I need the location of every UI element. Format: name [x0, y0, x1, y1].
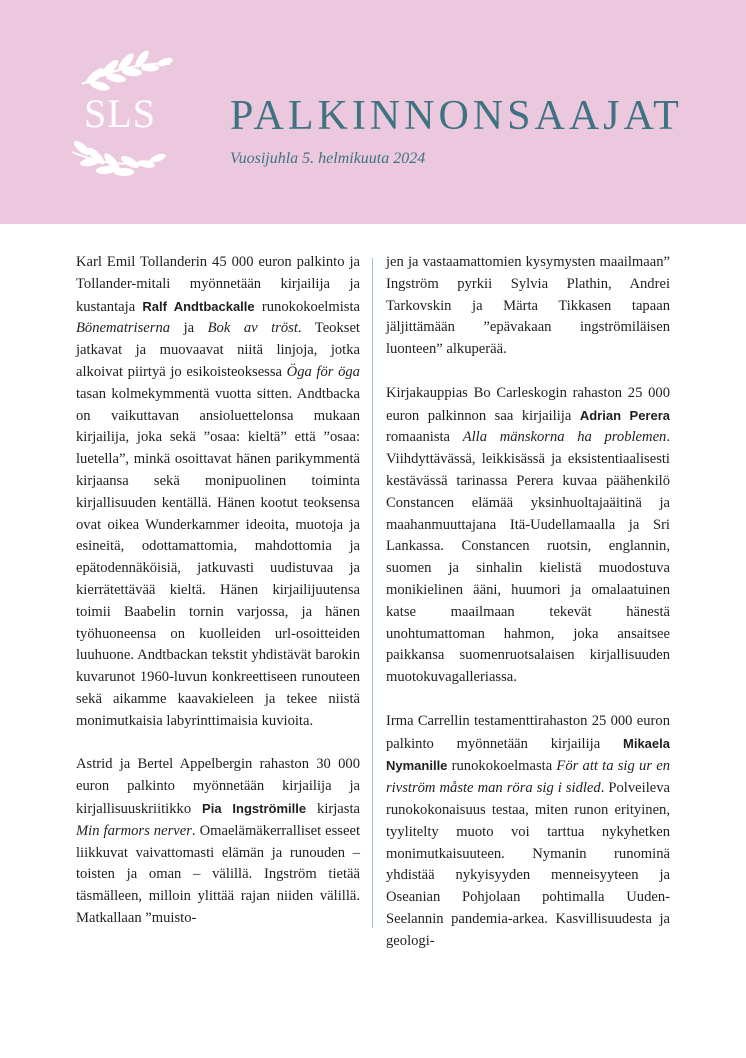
page-title: PALKINNONSAAJAT — [230, 93, 683, 139]
left-column — [76, 252, 360, 952]
paragraph-continuation: jen ja vastaamattomien kysymysten maailmaan” Ingström pyrkii Sylvia Plathin, Andrei Tarkovskin ja Märta Tikkasen tapaan jäljittämään ”epävakaan ingströmiläisen luonteen” alkuperää. — [386, 254, 670, 358]
book-title: För att ta sig ur en rivström måste man röra sig i sidled — [386, 758, 671, 797]
recipient-name: Adrian Perera — [579, 407, 670, 423]
recipient-name: Mikaela Nymanille — [386, 735, 670, 774]
recipient-name: Ralf Andtbackalle — [142, 298, 255, 314]
book-title: Bönematriserna — [76, 320, 171, 337]
book-title: Min farmors nerver — [76, 822, 192, 839]
logo-text: SLS — [84, 91, 156, 136]
recipient-name: Pia Ingströmille — [202, 800, 307, 816]
paragraph-carrell: Irma Carrellin testamenttirahaston 25 000 euron palkinto myönnetään kirjailija Mikaela Nymanille runokokoelmasta För att ta sig ur en rivström måste man röra sig i sidled. Polveileva runokokonaisuus testaa, miten runon erityinen, tyylitelty muoto voi tarttua nykyhetken monimutkaisuuteen. Nymanin runominä yhdistää nykyisyyden menneisyyteen ja Oseanian Pohjolaan pohtimalla Uuden-Seelannin pandemia-arkea. Kasvillisuudesta ja geologi- — [386, 712, 671, 949]
paragraph-tollander: Karl Emil Tollanderin 45 000 euron palkinto ja Tollander-mitali myönnetään kirjailija ja kustantaja Ralf Andtbackalle runokokoelmista Bönematriserna ja Bok av tröst. Teokset jatkavat ja muovaavat niitä linjoja, jotka alkoivat piirtyä jo esikoisteoksessa Öga för öga tasan kolmekymmentä vuotta sitten. Andtbacka on vaikuttavan ansioluettelonsa mukaan kirjailija, joka sekä ”osaa: kieltä” että ”osaa: luetella”, minkä osoittavat hänen parikymmentä kirjaansa sekä monipuolinen toiminta kirjallisuuden kentällä. Hänen kootut teoksensa ovat oikea Wunderkammer ideoita, muotoja ja esineitä, odottamattomia, mahdottomia ja epätodennäköisiä, jatkuvasti uudistuvaa ja kierrätettävää kieltä. Hänen kirjailijuutensa toimii Baabelin tornin varjossa, ja hänen työhuoneensa on kuolleiden url-osoitteiden luuhuone. Andtbackan tekstit yhdistävät barokin kuvarunot 1960-luvun konkreettiseen runouteen sekä aikamme kaavakieleen ja tekee niistä monimutkaisia labyrinttimaisia kuvioita. — [76, 254, 360, 729]
book-title: Öga för öga — [286, 363, 360, 380]
column-divider — [372, 258, 373, 928]
paragraph-appelberg: Astrid ja Bertel Appelbergin rahaston 30 000 euron palkinto myönnetään kirjailija ja kirjallisuuskriitikko Pia Ingströmille kirjasta Min farmors nerver. Omaelämäkerralliset esseet liikkuvat vaivattomasti elämän ja runouden – toisten ja oman – välillä. Ingström tietää täsmälleen, milloin ylittää rajan niiden välillä. Matkallaan ”muisto- — [76, 756, 360, 926]
page-subtitle: Vuosijuhla 5. helmikuuta 2024 — [230, 150, 426, 167]
sls-logo — [50, 40, 190, 180]
book-title: Bok av tröst — [207, 320, 298, 337]
paragraph-carleskog: Kirjakauppias Bo Carleskogin rahaston 25 000 euron palkinnon saa kirjailija Adrian Perera romaanista Alla mänskorna ha problemen. Viihdyttävässä, leikkisässä ja eksistentiaalisesti kestävässä tarinassa Perera kuvaa päähenkilö Constancen elämää yksinhuoltajaäitinä ja maahanmuuttajana Itä-Uudellamaalla ja Sri Lankassa. Constancen ruotsin, englannin, suomen ja sinhalin kielistä muodostuva monikielinen ääni, huumori ja omalaatuinen katse maailmaan tekevät hänestä unohtumattoman hahmon, joka ansaitsee paikkansa suomenruotsalaisen kirjallisuuden muotokuvagalleriassa. — [386, 384, 670, 686]
book-title: Alla mänskorna ha problemen — [462, 429, 667, 446]
header-banner — [0, 0, 746, 224]
right-column — [386, 252, 670, 974]
